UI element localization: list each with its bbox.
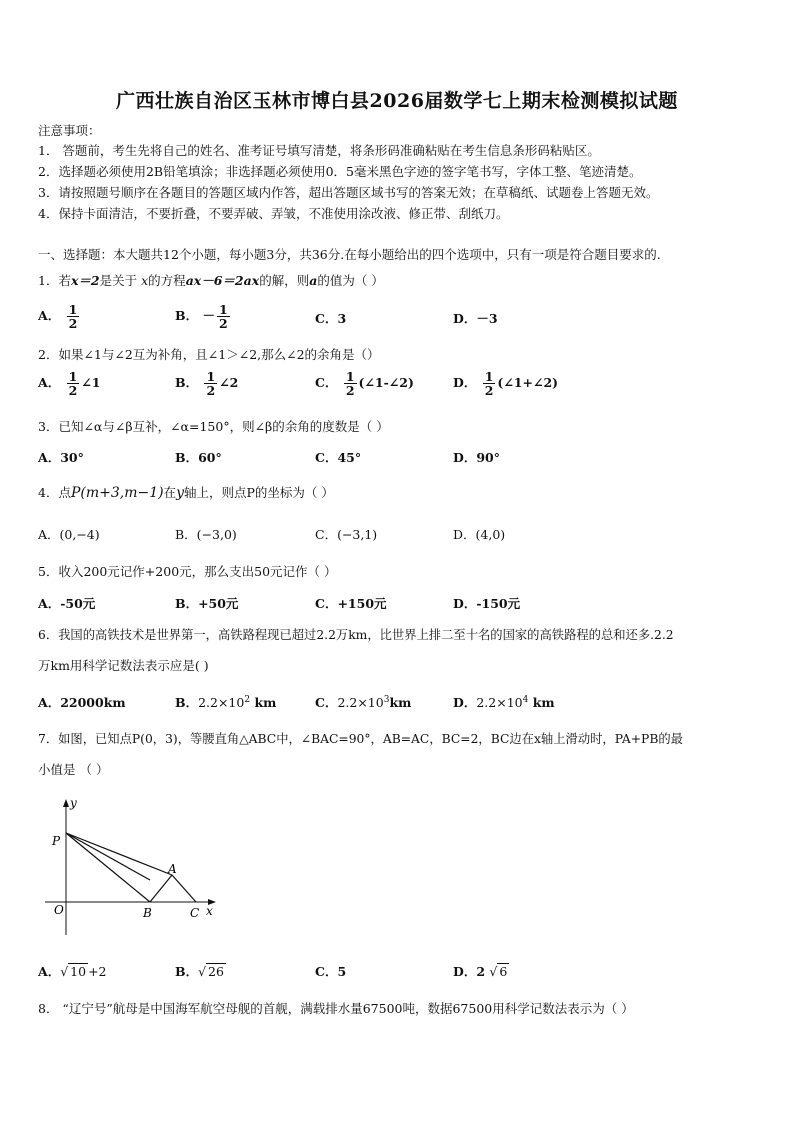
- option-rest: +2: [88, 964, 107, 979]
- exponent: 4: [522, 694, 529, 705]
- q2-option-a[interactable]: [38, 370, 100, 397]
- q7-option-a[interactable]: A．√ 10 +2: [38, 964, 107, 979]
- segment-ac: [172, 875, 196, 902]
- question-5: 5．收入200元记作+200元，那么支出50元记作（ ）: [38, 564, 337, 579]
- fraction: [204, 370, 217, 397]
- section-heading: 一、选择题：本大题共12个小题，每小题3分，共36分.在每小题给出的四个选项中，只有一项是符合题目要求的.: [38, 247, 661, 262]
- option-letter: A．: [38, 964, 61, 979]
- q6-option-d[interactable]: [453, 693, 555, 711]
- label-c: C: [190, 906, 200, 920]
- option-letter: D．: [453, 964, 477, 979]
- option-letter: A．: [38, 375, 61, 391]
- fraction: [483, 370, 496, 397]
- q4-point: P(m+3,m−1): [70, 485, 164, 501]
- q1-var: x: [141, 273, 149, 288]
- denominator: 2: [484, 383, 494, 399]
- q1-option-c[interactable]: [315, 309, 346, 327]
- q1-mid3: 的解，则: [259, 273, 310, 288]
- q1-option-d[interactable]: [453, 309, 498, 327]
- q3-option-a[interactable]: A．30°: [38, 450, 84, 465]
- segment-pb-line: [66, 833, 150, 902]
- radicand: 26: [208, 964, 224, 979]
- q1-mid1: 是关于: [99, 273, 138, 288]
- q3-option-c[interactable]: C．45°: [315, 450, 362, 465]
- fraction: [67, 370, 80, 397]
- label-a: A: [168, 862, 177, 876]
- q5-option-b[interactable]: B．+50元: [175, 596, 239, 611]
- question-2: 2．如果∠1与∠2互为补角，且∠1＞∠2,那么∠2的余角是（）: [38, 347, 380, 362]
- option-value: ∠1: [81, 375, 101, 391]
- fraction: [344, 370, 357, 397]
- option-value: ∠2: [219, 375, 239, 391]
- exponent: 2: [244, 694, 251, 705]
- q2-option-c[interactable]: [315, 370, 414, 397]
- unit: km: [254, 695, 277, 710]
- option-letter: A．: [38, 308, 61, 324]
- numerator: 1: [68, 302, 78, 317]
- question-7-line-1: 7．如图，已知点P(0，3)，等腰直角△ABC中，∠BAC=90°，AB=AC，BC=2，BC边在x轴上滑动时，PA+PB的最: [38, 732, 683, 746]
- note-item-4: 4．保持卡面清洁，不要折叠，不要弄破、弄皱，不准使用涂改液、修正带、刮纸刀。: [38, 206, 509, 221]
- q2-option-b[interactable]: [175, 370, 238, 397]
- q4-option-b[interactable]: B．(−3,0): [175, 527, 237, 542]
- q1-option-b[interactable]: [175, 303, 232, 330]
- numerator: 1: [484, 369, 494, 384]
- q7-option-c[interactable]: [315, 962, 346, 980]
- segment-pb: [66, 833, 150, 880]
- q1-a: a: [309, 273, 318, 288]
- unit: km: [532, 695, 555, 710]
- radicand: 10: [70, 964, 87, 979]
- q2-option-d[interactable]: [453, 370, 558, 397]
- question-6-line-1: 6．我国的高铁技术是世界第一，高铁路程现已超过2.2万km，比世界上排二至十名的国家的高铁路程的总和还多.2.2: [38, 628, 674, 642]
- label-x: x: [206, 904, 213, 918]
- option-letter: C．: [315, 375, 338, 391]
- segment-pa: [66, 833, 172, 875]
- denominator: 2: [218, 316, 228, 332]
- radicand: 6: [499, 964, 508, 979]
- q1-pre: 1．若: [38, 273, 71, 288]
- note-item-3: 3．请按照题号顺序在各题目的答题区域内作答，超出答题区域书写的答案无效；在草稿纸、试题卷上答题无效。: [38, 185, 659, 200]
- note-item-1: 1． 答题前，考生先将自己的姓名、准考证号填写清楚，将条形码准确粘贴在考生信息条形码粘贴区。: [38, 143, 600, 158]
- option-letter: B．: [175, 695, 199, 710]
- q4-mid: 在: [163, 485, 177, 500]
- q6-option-c[interactable]: [315, 693, 411, 711]
- question-3: 3．已知∠α与∠β互补，∠α=150°，则∠β的余角的度数是（ ）: [38, 419, 389, 434]
- denominator: 2: [68, 383, 78, 399]
- sci-base: 2.2×10: [337, 695, 384, 710]
- sign: －: [202, 308, 215, 324]
- q7-option-b[interactable]: B．√ 26: [175, 964, 224, 979]
- option-letter: D．: [453, 695, 477, 710]
- q1-cond: x＝2: [70, 273, 100, 288]
- label-o: O: [54, 903, 64, 917]
- option-letter: D．: [453, 311, 477, 326]
- denominator: 2: [345, 383, 355, 399]
- q7-option-d[interactable]: D．2 √ 6: [453, 964, 508, 979]
- option-letter: B．: [175, 964, 199, 979]
- numerator: 1: [206, 369, 216, 384]
- q4-option-a[interactable]: A．(0,−4): [38, 527, 100, 542]
- option-letter: A．: [38, 695, 61, 710]
- q6-option-a[interactable]: [38, 693, 126, 711]
- q3-option-d[interactable]: D．90°: [453, 450, 500, 465]
- q5-option-c[interactable]: C．+150元: [315, 596, 387, 611]
- option-value: 3: [337, 311, 347, 326]
- q4-pre: 4．点: [38, 485, 71, 500]
- q4-option-d[interactable]: D．(4,0): [453, 527, 506, 542]
- fraction: [217, 303, 230, 330]
- note-item-2: 2．选择题必须使用2B铅笔填涂；非选择题必须使用0．5毫米黑色字迹的签字笔书写，字体工整、笔迹清楚。: [38, 164, 642, 179]
- q6-option-b[interactable]: [175, 693, 276, 711]
- label-p: P: [52, 834, 61, 848]
- denominator: 2: [68, 316, 78, 332]
- q5-option-a[interactable]: A．-50元: [38, 596, 96, 611]
- geometry-figure: [40, 795, 230, 940]
- label-y: y: [70, 796, 77, 810]
- option-letter: C．: [315, 695, 338, 710]
- q4-option-c[interactable]: C．(−3,1): [315, 527, 378, 542]
- option-letter: C．: [315, 964, 338, 979]
- sci-base: 2.2×10: [476, 695, 523, 710]
- question-6-line-2: 万km用科学记数法表示应是( ): [38, 658, 209, 673]
- question-4: [38, 483, 334, 501]
- q1-post: 的值为（ ）: [317, 273, 384, 288]
- option-letter: B．: [175, 308, 199, 324]
- q4-post: 轴上，则点P的坐标为（ ）: [184, 485, 334, 500]
- q4-axis: y: [176, 485, 185, 501]
- q5-option-d[interactable]: D．-150元: [453, 596, 521, 611]
- q1-equation: ax－6＝2ax: [185, 273, 260, 288]
- q3-option-b[interactable]: B．60°: [175, 450, 222, 465]
- y-axis-arrow-icon: [63, 799, 69, 807]
- option-value: (∠1-∠2): [358, 375, 414, 391]
- segment-ba: [150, 875, 172, 902]
- option-value: －3: [476, 311, 498, 326]
- numerator: 1: [68, 369, 78, 384]
- option-value: 5: [337, 964, 347, 979]
- fraction: [67, 303, 80, 330]
- q1-mid2: 的方程: [148, 273, 186, 288]
- coefficient: 2: [476, 964, 486, 979]
- sci-base: 2.2×10: [198, 695, 245, 710]
- numerator: 1: [218, 302, 228, 317]
- option-value: (∠1+∠2): [497, 375, 559, 391]
- label-b: B: [143, 906, 152, 920]
- q1-option-a[interactable]: [38, 303, 81, 330]
- option-letter: C．: [315, 311, 338, 326]
- option-value: 22000km: [60, 695, 126, 710]
- option-letter: D．: [453, 375, 477, 391]
- option-letter: B．: [175, 375, 199, 391]
- denominator: 2: [206, 383, 216, 399]
- question-8: 8． “辽宁号”航母是中国海军航空母舰的首舰，满载排水量67500吨，数据67500用科学记数法表示为（ ）: [38, 1001, 634, 1016]
- exponent: 3: [383, 694, 390, 705]
- question-1: [38, 271, 384, 289]
- question-7-line-2: 小值是 （ ）: [38, 762, 109, 777]
- numerator: 1: [345, 369, 355, 384]
- page-title: 广西壮族自治区玉林市博白县2026届数学七上期末检测模拟试题: [116, 90, 678, 112]
- unit: km: [389, 695, 412, 710]
- notes-heading: 注意事项：: [38, 123, 101, 138]
